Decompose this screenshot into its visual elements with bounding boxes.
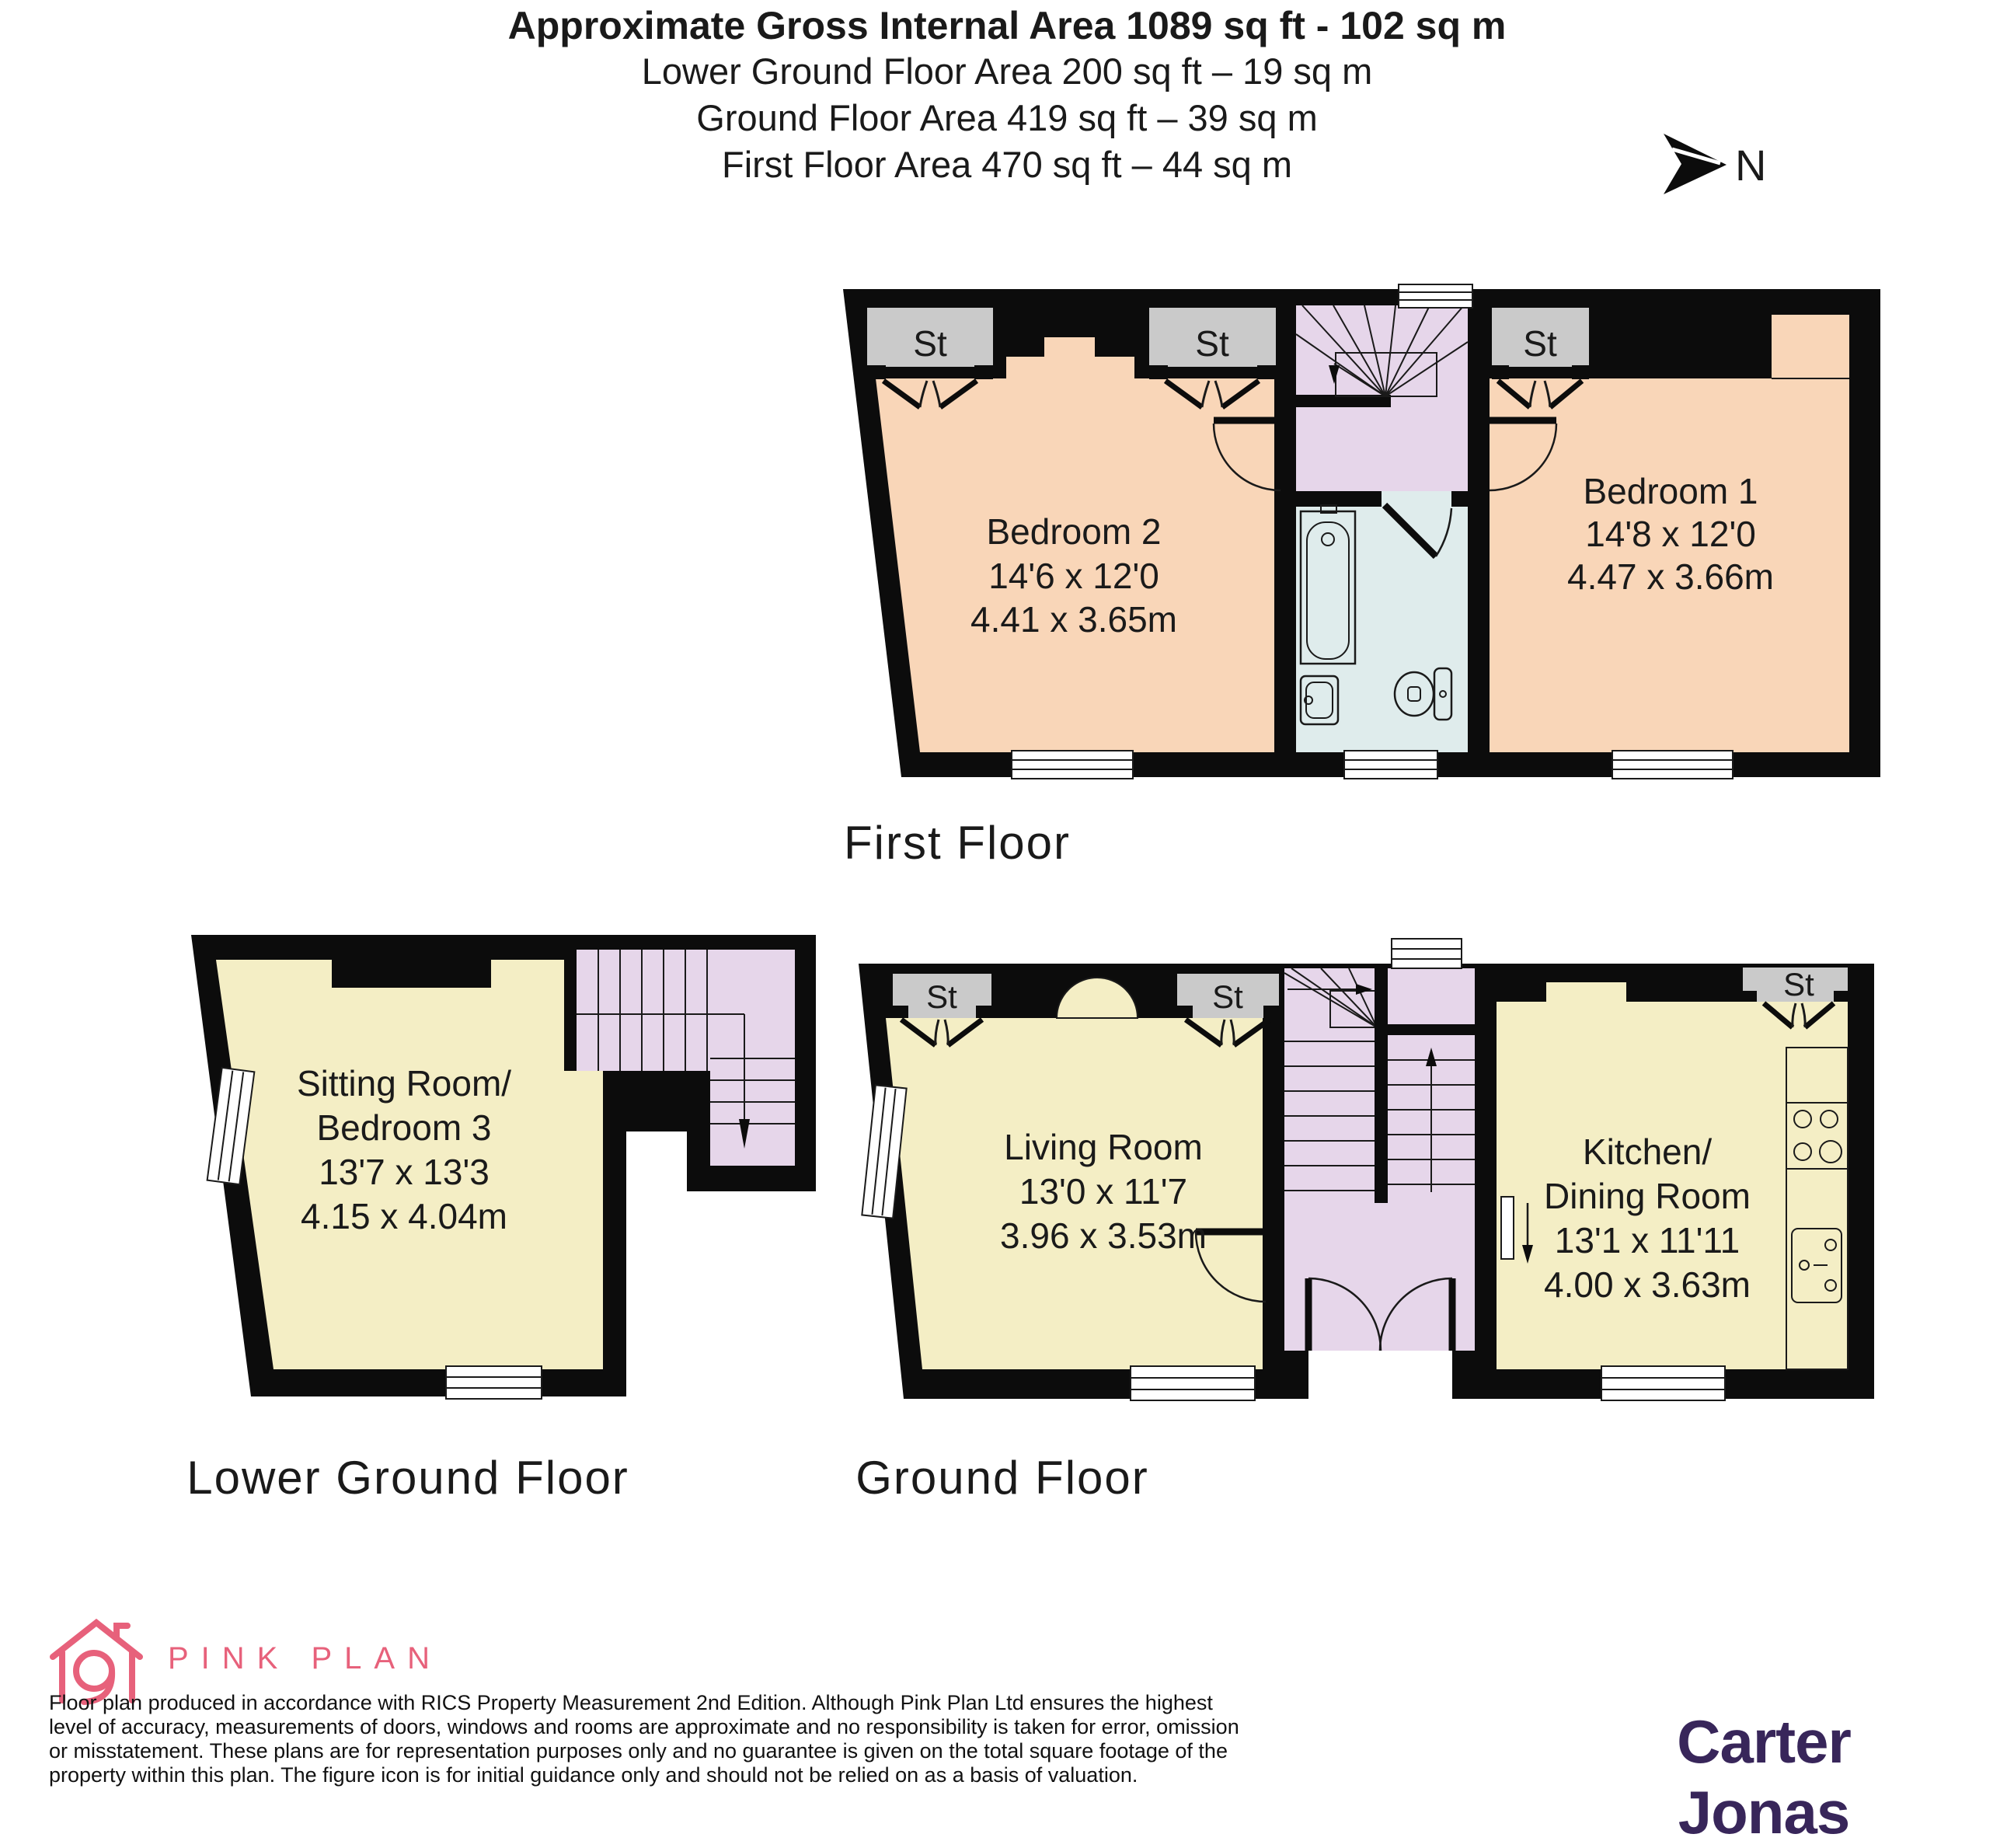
bedroom2-dims-imperial: 14'6 x 12'0	[988, 556, 1159, 596]
sitting-room-name-1: Sitting Room/	[296, 1063, 512, 1104]
pink-plan-logo-text: PINK PLAN	[168, 1641, 442, 1675]
ff-st2-label: St	[1195, 323, 1229, 364]
page-title: Approximate Gross Internal Area 1089 sq ft - 102 sq m	[507, 4, 1507, 47]
ground-floor-title: Ground Floor	[855, 1452, 1149, 1504]
bedroom1-dims-metric: 4.47 x 3.66m	[1567, 556, 1774, 597]
sitting-room-name-2: Bedroom 3	[316, 1107, 492, 1148]
disclaimer-line: or misstatement. These plans are for representation purposes only and no guarantee is given on the total square footage of the	[49, 1739, 1228, 1763]
ff-windows	[1012, 751, 1733, 779]
kitchen-name-2: Dining Room	[1544, 1176, 1751, 1216]
sitting-room-dims-imperial: 13'7 x 13'3	[319, 1152, 490, 1192]
lg-chimney-breast	[332, 960, 491, 988]
bathroom-door-opening	[1382, 491, 1451, 507]
gf-st1-label: St	[926, 978, 957, 1015]
lg-stair-wall	[564, 950, 577, 1071]
first-floor-plan	[843, 284, 1880, 869]
gf-st2-label: St	[1212, 978, 1243, 1015]
gf-stair-divider-wall	[1375, 968, 1388, 1203]
gf-st3-label: St	[1783, 966, 1814, 1002]
ground-floor-plan	[855, 939, 1874, 1504]
north-label: N	[1735, 141, 1767, 190]
disclaimer-line: Floor plan produced in accordance with RICS Property Measurement 2nd Edition. Although Pink Plan Ltd ensures the highest	[49, 1691, 1213, 1714]
gf-hall-kitchen-wall-upper	[1475, 964, 1497, 1259]
gf-living-hall-wall-lower	[1263, 1300, 1284, 1369]
kitchen-dims-metric: 4.00 x 3.63m	[1544, 1264, 1751, 1305]
disclaimer-line: level of accuracy, measurements of doors, windows and rooms are approximate and no responsibility is taken for error, omission	[49, 1715, 1239, 1738]
gf-stair-stub-wall	[1388, 1024, 1475, 1035]
lower-ground-floor-title: Lower Ground Floor	[186, 1452, 629, 1504]
gf-hall-kitchen-wall-lower	[1475, 1313, 1497, 1369]
kitchen-dims-imperial: 13'1 x 11'11	[1554, 1220, 1740, 1260]
disclaimer-line: property within this plan. The figure icon is for initial guidance only and should not be relied on as a basis of valuation.	[49, 1763, 1138, 1787]
north-arrow-icon	[1664, 134, 1766, 194]
carter-jonas-logo: Carter Jonas	[1677, 1707, 1851, 1846]
bedroom1-dims-imperial: 14'8 x 12'0	[1585, 514, 1756, 554]
lower-ground-floor-plan	[186, 935, 816, 1504]
first-floor-area-line: First Floor Area 470 sq ft – 44 sq m	[721, 144, 1293, 185]
kitchen-name-1: Kitchen/	[1582, 1131, 1713, 1172]
ff-stair-window	[1399, 284, 1472, 308]
ff-right-middle-wall-upper	[1468, 289, 1490, 420]
lg-bottom-window	[446, 1366, 542, 1399]
living-room-name: Living Room	[1004, 1127, 1203, 1167]
ground-area-line: Ground Floor Area 419 sq ft – 39 sq m	[696, 97, 1318, 138]
ff-left-middle-wall-lower	[1274, 490, 1296, 752]
first-floor-title: First Floor	[844, 817, 1071, 869]
gf-stair-window	[1392, 939, 1462, 968]
ff-st3-label: St	[1523, 323, 1557, 364]
bedroom2-name: Bedroom 2	[986, 511, 1162, 552]
bedroom2-dims-metric: 4.41 x 3.65m	[970, 599, 1177, 640]
living-room-dims-metric: 3.96 x 3.53m	[1000, 1215, 1207, 1256]
living-room-dims-imperial: 13'0 x 11'7	[1019, 1171, 1188, 1212]
bedroom1-name: Bedroom 1	[1583, 471, 1758, 511]
ff-left-middle-wall-upper	[1274, 289, 1296, 420]
disclaimer-text	[49, 1691, 1239, 1787]
sitting-room-dims-metric: 4.15 x 4.04m	[301, 1196, 507, 1236]
lower-ground-area-line: Lower Ground Floor Area 200 sq ft – 19 sq m	[641, 51, 1373, 92]
ff-st1-label: St	[913, 323, 947, 364]
ff-right-middle-wall-lower	[1468, 490, 1490, 752]
pink-plan-logo-icon	[53, 1623, 140, 1702]
